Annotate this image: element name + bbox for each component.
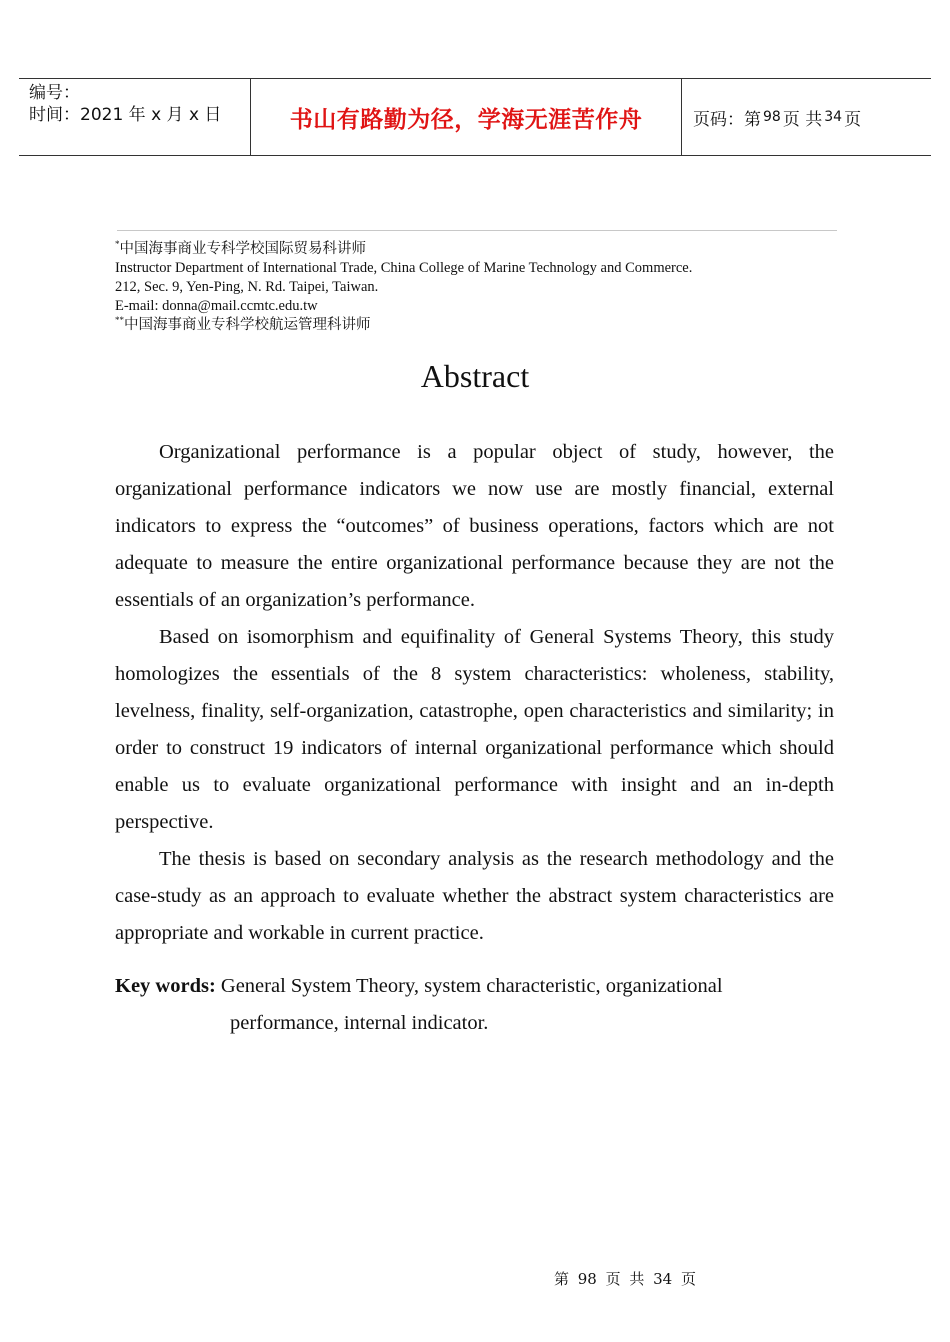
- keywords: [115, 968, 834, 1042]
- abstract-paragraph: Based on isomorphism and equifinality of General Systems Theory, this study homologizes the essentials of the 8 system characteristics: wholeness, stability, levelness, finality, self-organization, catastrophe, open characteristics and similarity; in order to construct 19 indicators of internal organizational performance which should enable us to evaluate organizational performance with insight and an in-depth perspective.: [115, 626, 834, 833]
- page-suffix: 页: [844, 109, 862, 130]
- keywords-text: General System Theory, system characteristic, organizational: [220, 975, 723, 997]
- abstract-body: [115, 434, 834, 952]
- footnote-line: [115, 278, 835, 297]
- abstract-title: Abstract: [420, 358, 530, 394]
- header-page-info: [682, 79, 931, 155]
- footnote-text: 中国海事商业专科学校国际贸易科讲师: [119, 241, 366, 257]
- footnote-line: [115, 316, 835, 335]
- header-meta: [19, 79, 251, 155]
- footnote-text: E-mail: donna@mail.ccmtc.edu.tw: [115, 298, 318, 314]
- footnote-text: 中国海事商业专科学校航运管理科讲师: [124, 317, 371, 333]
- footnote-mark: **: [115, 315, 124, 326]
- footnotes: [115, 240, 835, 335]
- footnote-text: Instructor Department of International Trade, China College of Marine Technology and Commerce.: [115, 260, 693, 276]
- footnote-line: [115, 240, 835, 259]
- keywords-label: Key words:: [115, 975, 216, 997]
- abstract-paragraph: Organizational performance is a popular object of study, however, the organizational performance indicators we now use are mostly financial, external indicators to express the “outcomes” of business operations, factors which are not adequate to measure the entire organizational performance because they are not the essentials of an organization’s performance.: [115, 441, 834, 611]
- abstract-paragraph: The thesis is based on secondary analysis as the research methodology and the case-study as an approach to evaluate whether the abstract system characteristics are appropriate and workable in current practice.: [115, 848, 834, 944]
- footnote-mark: *: [115, 239, 120, 250]
- footnote-divider: [117, 230, 837, 231]
- keywords-line-1: [115, 968, 834, 1005]
- page-header: [19, 78, 931, 156]
- time-label: 时间：2021 年 x 月 x 日: [29, 105, 222, 125]
- page-total: 34: [824, 109, 843, 125]
- page-current: 98: [763, 109, 781, 125]
- header-motto: 书山有路勤为径，学海无涯苦作舟: [251, 79, 682, 155]
- keywords-line-2: performance, internal indicator.: [230, 1012, 489, 1034]
- page-footer: 第 98 页 共 34 页: [553, 1270, 696, 1288]
- footnote-line: [115, 259, 835, 278]
- footnote-text: 212, Sec. 9, Yen-Ping, N. Rd. Taipei, Taiwan.: [115, 279, 379, 295]
- page-prefix: 页码：第: [693, 109, 761, 130]
- serial-number-label: 编号：: [29, 83, 80, 103]
- footnote-line: [115, 297, 835, 316]
- page-mid: 页 共: [782, 109, 823, 130]
